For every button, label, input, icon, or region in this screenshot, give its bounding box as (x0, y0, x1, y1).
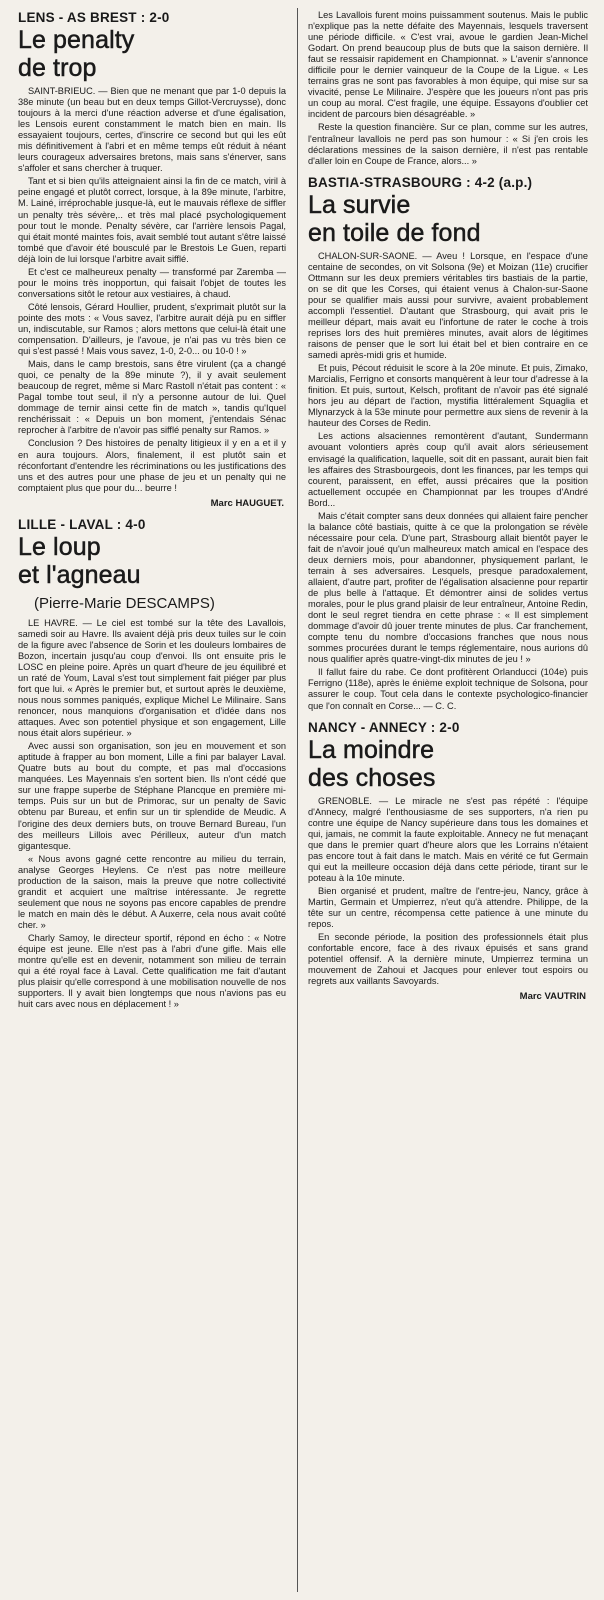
paragraph: SAINT-BRIEUC. — Bien que ne menant que par 1-0 depuis la 38e minute (un beau but en deux temps Gillot-Vercruysse), donc toujours à la merci d'une réaction adverse et d'une égalisation, les Lensois eurent constamment le match bien en main. Ils essayaient toujours, certes, d'inscrire ce second but qui les eût mis définitivement à l'abri et en même temps eût réduit à néant leurs courageux adversaires bretons, mais sans s'énerver, sans s'affoler et sans chercher à truquer. (18, 86, 286, 174)
column-divider (297, 8, 298, 1592)
headline (18, 533, 286, 589)
paragraph: Reste la question financière. Sur ce plan, comme sur les autres, l'entraîneur lavallois ne perd pas son humour : « Si j'en crois les déclarations messines de la saison dernière, il n'est pas rentable d'aller loin en Coupe de France, alors... » (308, 122, 588, 166)
paragraph: Et c'est ce malheureux penalty — transformé par Zaremba — pour le moins très inopportun, qui faisait l'objet de toutes les conversations sitôt le retour aux vestiaires, à chaud. (18, 266, 286, 299)
paragraph: Mais c'était compter sans deux données qui allaient faire pencher la balance côté bastiais, quitte à ce que la prolongation se révèle nécessaire pour cela. D'une part, Strasbourg allait bientôt payer le fait de n'avoir joué qu'un malheureux match amical en l'espace des deux derniers mois, pour abandonner, physiquement parlant, le terrain à ses adversaires. Lesquels, presque paradoxalement, allaient, d'autre part, profiter de l'égalisation alsacienne pour repartir de plus belle à l'attaque. Et démontrer ainsi de solides vertus morales, pour le plus grand plaisir de leur entraîneur, Antoine Redin, dont le seul regret tiendra en cette phrase : « Il est simplement dommage d'avoir dû jouer trente minutes de plus. Car franchement, compte tenu du nombre d'occasions franches que nous nous sommes procurées durant le temps réglementaire, nous aurions dû nous qualifier après quatre-vingt-dix minutes de jeu ! » (308, 510, 588, 665)
paragraph: CHALON-SUR-SAONE. — Aveu ! Lorsque, en l'espace d'une centaine de secondes, on vit Solsona (9e) et Moizan (11e) crucifier Ottmann sur les deux premiers véritables tirs bastiais de la partie, on se dit que les Corses, qui étaient venus à Chalon-sur-Saone pour se qualifier mais aussi pour survivre, avaient probablement accompli l'essentiel. D'autant que Strasbourg, qui avait pris le meilleur départ, mais avait eu l'infortune de rater le coche à trois reprises lors des huit premières minutes, avait alors de légitimes raisons de penser que le sort lui était bel et bien contraire en ce samedi après-midi gris et humide. (308, 250, 588, 361)
left-column (18, 10, 286, 1594)
headline-line: Le penalty (18, 26, 135, 54)
paragraph: Côté lensois, Gérard Houllier, prudent, s'exprimait plutôt sur la pointe des mots : « Vous savez, l'arbitre aurait déjà pu en siffler un, indiscutable, sur Ramos ; alors mettons que celui-là était une compensation. D'ailleurs, je l'avoue, je n'ai pas vu très bien ce qui s'est passé ! Mais vous savez, 1-0, 2-0... ou 10-0 ! » (18, 301, 286, 357)
article-bastia-strasbourg (308, 175, 588, 712)
headline-line: des choses (308, 763, 436, 792)
article-lille-laval (18, 517, 286, 1011)
author-signature: Marc VAUTRIN (519, 991, 586, 1003)
paragraph: Et puis, Pécout réduisit le score à la 20e minute. Et puis, Zimako, Marcialis, Ferrigno et consorts manquèrent à leur tour d'adresse à la finition. Et puis, surtout, Kelsch, profitant de n'avoir pas été signalé hors jeu au départ de l'action, mystifia littéralement Squaglia et Mlynarzyck à la 53e minute pour permettre aux siens de revenir à la hauteur des Corses de Redin. (308, 363, 588, 429)
article-lens-brest (18, 10, 286, 509)
match-header: LENS - AS BREST : 2-0 (18, 10, 170, 25)
paragraph: Charly Samoy, le directeur sportif, répond en écho : « Notre équipe est jeune. Elle n'est pas à l'abri d'une gifle. Mais elle montre qu'elle est en devenir, notamment son milieu de terrain qui a été royal face à Laval. Cette qualification me fait d'autant plus plaisir qu'elle correspond à une mobilisation nouvelle de nos supporters. Il y avait bien longtemps que nous n'avions pas eu huit cars avec nous en déplacement ! » (18, 933, 286, 1010)
right-column (308, 10, 588, 1594)
paragraph: Avec aussi son organisation, son jeu en mouvement et son aptitude à frapper au bon moment, Lille a fini par balayer Laval. Quatre buts au bout du compte, et pas mal d'occasions manquées. Les Mayennais s'en sortent bien. Ils n'ont cédé que sur une frappe superbe de Stéphane Plancque en première mi-temps. Puis sur un but de Primorac, sur un penalty de Savic obtenu par Bureau, et enfin sur un tir splendide de Meudic. A l'origine des deux derniers buts, on trouve Bernard Bureau, l'un des meilleurs Lillois avec Périlleux, auteur d'un match gigantesque. (18, 741, 286, 851)
paragraph: GRENOBLE. — Le miracle ne s'est pas répété : l'équipe d'Annecy, malgré l'enthousiasme de ses supporters, n'a rien pu contre une équipe de Nancy supérieure dans tous les domaines et qui, jamais, ne commit la faute exploitable. Annecy ne fut menaçant que dans le premier quart d'heure alors que les Lorrains n'étaient pas encore tout à fait dans le match. Mais en vérité ce fut Germain qui eut la meilleure occasion déjà dans cette période, tirant sur le poteau à la 10e minute. (308, 795, 588, 883)
paragraph: Les actions alsaciennes remontèrent d'autant, Sundermann avouant volontiers après coup qu'il avait alors sérieusement envisagé la qualification, laquelle, soit dit en passant, aurait bien fait les affaires des Strasbourgeois, dont les finances, par les temps qui courent, paraissent, en effet, aussi précaires que la position actuellement occupée en Championnat par les troupes d'André Bord... (308, 431, 588, 508)
headline (308, 191, 588, 247)
match-header: LILLE - LAVAL : 4-0 (18, 516, 146, 532)
headline (308, 736, 588, 792)
paragraph: Tant et si bien qu'ils atteignaient ainsi la fin de ce match, viril à peine engagé et plutôt correct, lorsque, à la 89e minute, l'arbitre, M. Lainé, irréprochable jusque-là, eut le mauvais réflexe de siffler un penalty très sévère,.. et très mal placé psychologiquement pour tout le monde. Penalty sévère, car l'arrière lensois Pagal, qui était monté maintes fois, avait semblé tout autant s'être laissé tombé que d'avoir été bousculé par le Brestois Le Guen, reparti déjà loin de lui lorsque l'arbitre avait sifflé. (18, 176, 286, 264)
headline-line: et l'agneau (18, 560, 141, 589)
headline-line: de trop (18, 54, 97, 82)
paragraph: Mais, dans le camp brestois, sans être virulent (ça a changé quoi, ce penalty de la 89e minute ?), il y avait seulement beaucoup de regret, même si Marc Rastoll n'était pas content : « Pagal tombe tout seul, il n'y a personne autour de lui. Quel dommage de ternir ainsi cette fin de match », tandis qu'Iquel renchérissait : « Depuis un bon moment, j'entendais Sénac reprocher à l'arbitre de n'avoir pas sifflé penalty sur Ramos. » (18, 359, 286, 436)
headline-line: La moindre (308, 735, 435, 764)
author-signature: Marc HAUGUET. (210, 497, 284, 509)
paragraph: En seconde période, la position des professionnels était plus confortable encore, face à des rivaux épuisés et sans grand potentiel offensif. A la dernière minute, Umpierrez termina un mouvement de Zahoui et Jacques pour enlever tout espoirs ou regrets aux vaillants Savoyards. (308, 932, 588, 987)
paragraph: Il fallut faire du rabe. Ce dont profitèrent Orlanducci (104e) puis Ferrigno (118e), après le énième exploit technique de Solsona, pour assurer le coup. Tout cela dans le contexte psychologico-financier que l'on connaît en Corse... — C. C. (308, 667, 588, 711)
paragraph: Bien organisé et prudent, maître de l'entre-jeu, Nancy, grâce à Martin, Germain et Umpierrez, n'eut qu'à attendre. Philippe, de la tête sur un centre, récompensa cette patience à une minute du repos. (308, 885, 588, 930)
article-lille-laval-continued (308, 10, 588, 167)
paragraph: Les Lavallois furent moins puissamment soutenus. Mais le public n'explique pas la nette défaite des Mayennais, lesquels traversent une période difficile. « C'est vrai, avoue le gardien Jean-Michel Godart. On prend beaucoup plus de buts que la saison dernière. Il faut se ressaisir rapidement en Championnat. » L'avenir s'annonce difficile pour le dernier vainqueur de la Coupe de la Ligue. « Les terrains gras ne sont pas favorables à mon équipe, qui mise sur sa vivacité, pense Le Milinaire. J'espère que les joueurs n'ont pas pris un coup au moral. C'est fragile, une équipe. Essayons d'oublier cet incident de parcours bien désagréable. » (308, 10, 588, 120)
match-header: BASTIA-STRASBOURG : 4-2 (a.p.) (308, 174, 533, 190)
paragraph: LE HAVRE. — Le ciel est tombé sur la tête des Lavallois, samedi soir au Havre. Ils avaient déjà pris deux tuiles sur le coin de la figure avec l'absence de Sorin et les douleurs lombaires de Bozon, incertain jusqu'au coup d'envoi. Ils ont ensuite pris le LOSC en pleine poire. Après un quart d'heure de jeu équilibré et un raté de Youm, Laval s'est tout simplement fait piéger par plus fort que lui. « Après le premier but, et surtout après le deuxième, nous nous sommes paniqués, explique Michel Le Milinaire. Sans renoncer, nous manquions d'organisation et d'idée dans nos attaques. Avec son potentiel physique et son engagement, Lille nous était alors supérieur. » (18, 617, 286, 739)
match-header: NANCY - ANNECY : 2-0 (308, 719, 460, 735)
author-byline: (Pierre-Marie DESCAMPS) (34, 594, 215, 612)
headline (18, 26, 286, 82)
headline-line: Le loup (18, 532, 101, 561)
article-nancy-annecy (308, 720, 588, 1003)
headline-line: La survie (308, 190, 411, 219)
paragraph: « Nous avons gagné cette rencontre au milieu du terrain, analyse Georges Heylens. Ce n'est pas notre meilleure production de la saison, mais la preuve que notre collectivité grandit et acquiert une maîtrise intéressante. Je regrette seulement que nous ne soyons pas encore capables de prendre le match en main dès le début. A Auxerre, cela nous avait coûté cher. » (18, 853, 286, 930)
paragraph: Conclusion ? Des histoires de penalty litigieux il y en a et il y en aura toujours. Alors, finalement, il est plutôt sain et réconfortant d'entendre les récriminations ou les justifications des uns et des autres pour une phase de jeu et un penalty qui ne comptaient plus que pour du... beurre ! (18, 438, 286, 493)
headline-line: en toile de fond (308, 218, 481, 247)
